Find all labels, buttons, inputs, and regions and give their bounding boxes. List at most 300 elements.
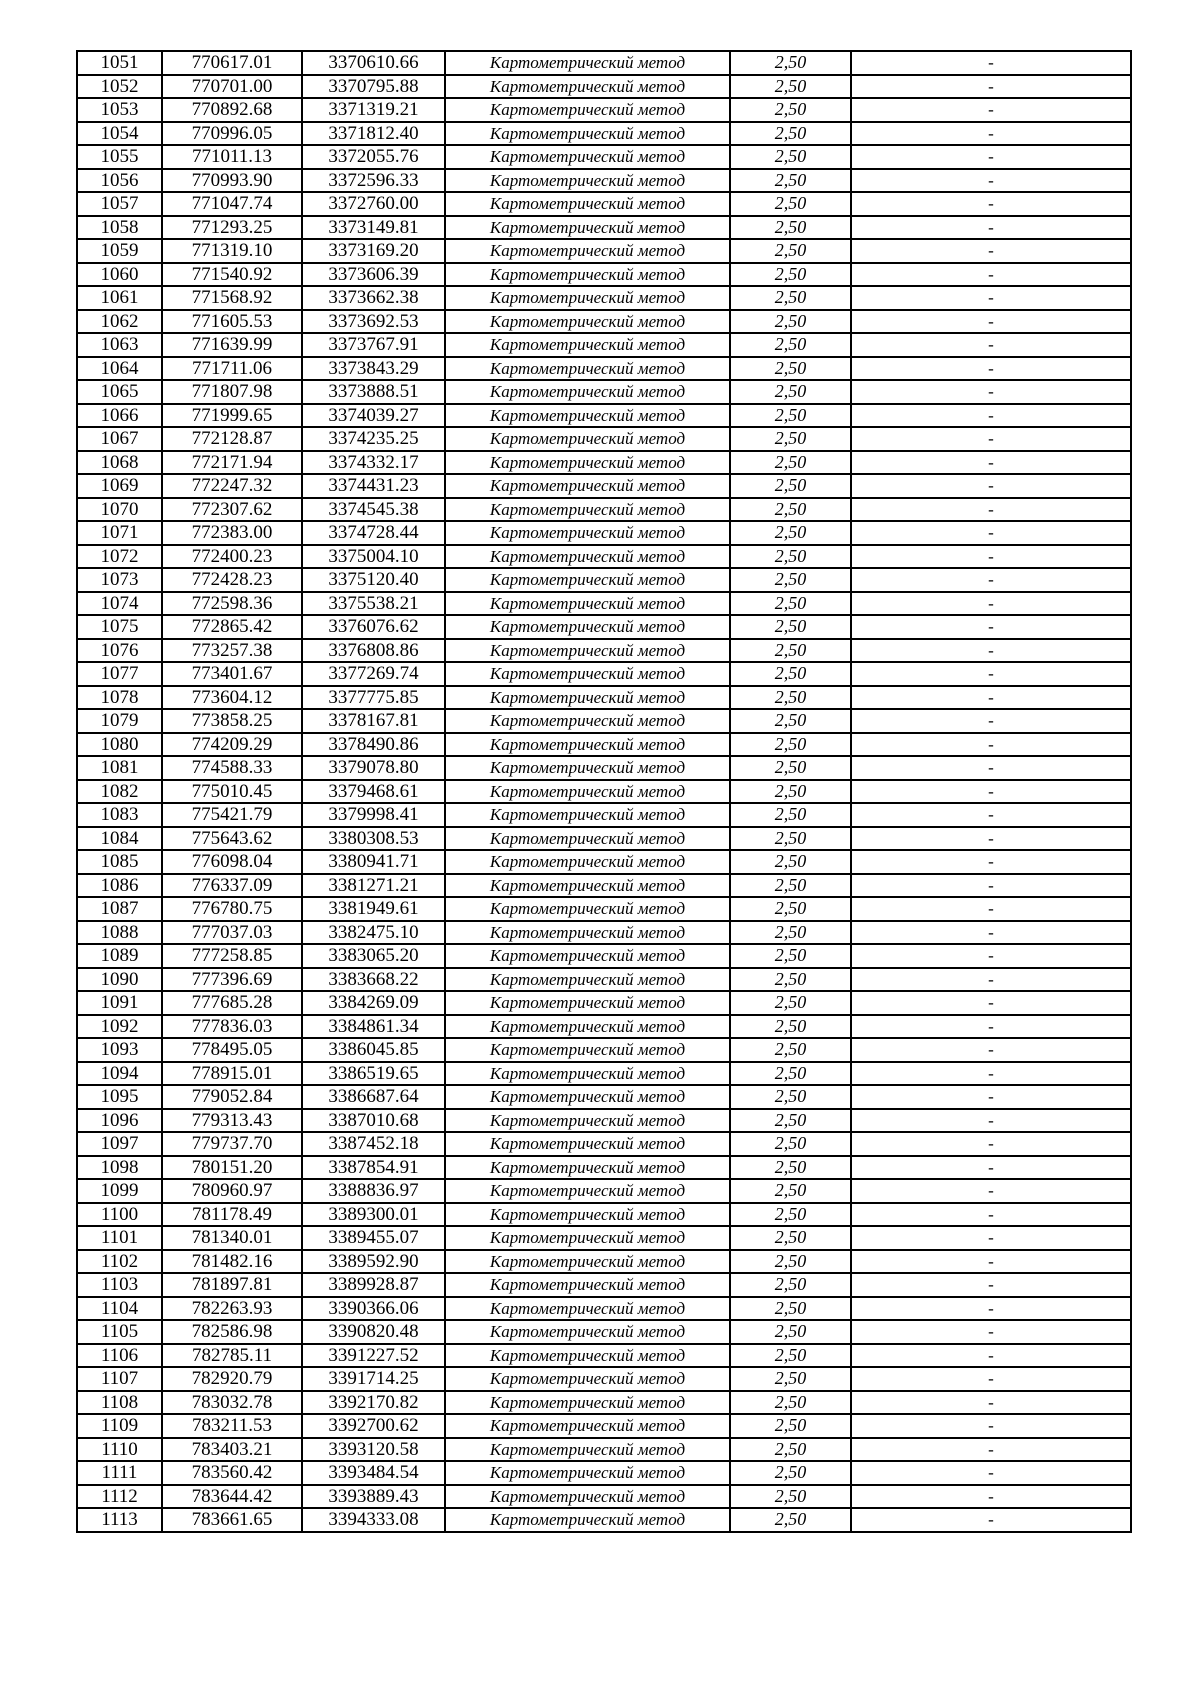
table-row — [77, 1438, 1131, 1462]
note-cell: - — [851, 98, 1131, 122]
table-row — [77, 427, 1131, 451]
accuracy-cell: 2,50 — [730, 615, 851, 639]
y-coordinate-cell: 3372596.33 — [302, 169, 445, 193]
y-coordinate-cell: 3388836.97 — [302, 1179, 445, 1203]
method-cell: Картометрический метод — [445, 357, 730, 381]
point-number-cell: 1112 — [77, 1485, 162, 1509]
y-coordinate-cell: 3378490.86 — [302, 733, 445, 757]
note-cell: - — [851, 1085, 1131, 1109]
table-row — [77, 944, 1131, 968]
point-number-cell: 1110 — [77, 1438, 162, 1462]
accuracy-cell: 2,50 — [730, 639, 851, 663]
accuracy-cell: 2,50 — [730, 1273, 851, 1297]
point-number-cell: 1074 — [77, 592, 162, 616]
x-coordinate-cell: 782920.79 — [162, 1367, 302, 1391]
point-number-cell: 1098 — [77, 1156, 162, 1180]
accuracy-cell: 2,50 — [730, 427, 851, 451]
table-row — [77, 827, 1131, 851]
point-number-cell: 1100 — [77, 1203, 162, 1227]
accuracy-cell: 2,50 — [730, 286, 851, 310]
y-coordinate-cell: 3381949.61 — [302, 897, 445, 921]
note-cell: - — [851, 1297, 1131, 1321]
table-row — [77, 850, 1131, 874]
x-coordinate-cell: 772383.00 — [162, 521, 302, 545]
method-cell: Картометрический метод — [445, 1226, 730, 1250]
point-number-cell: 1054 — [77, 122, 162, 146]
table-row — [77, 733, 1131, 757]
table-row — [77, 404, 1131, 428]
note-cell: - — [851, 1508, 1131, 1532]
table-row — [77, 1367, 1131, 1391]
y-coordinate-cell: 3371812.40 — [302, 122, 445, 146]
method-cell: Картометрический метод — [445, 592, 730, 616]
x-coordinate-cell: 771011.13 — [162, 145, 302, 169]
table-row — [77, 1132, 1131, 1156]
accuracy-cell: 2,50 — [730, 1038, 851, 1062]
table-row — [77, 1320, 1131, 1344]
accuracy-cell: 2,50 — [730, 827, 851, 851]
method-cell: Картометрический метод — [445, 51, 730, 75]
x-coordinate-cell: 777685.28 — [162, 991, 302, 1015]
method-cell: Картометрический метод — [445, 1320, 730, 1344]
x-coordinate-cell: 773401.67 — [162, 662, 302, 686]
note-cell: - — [851, 1414, 1131, 1438]
table-row — [77, 1156, 1131, 1180]
point-number-cell: 1099 — [77, 1179, 162, 1203]
accuracy-cell: 2,50 — [730, 1297, 851, 1321]
accuracy-cell: 2,50 — [730, 921, 851, 945]
accuracy-cell: 2,50 — [730, 474, 851, 498]
accuracy-cell: 2,50 — [730, 1414, 851, 1438]
y-coordinate-cell: 3374431.23 — [302, 474, 445, 498]
note-cell: - — [851, 639, 1131, 663]
point-number-cell: 1056 — [77, 169, 162, 193]
x-coordinate-cell: 772598.36 — [162, 592, 302, 616]
point-number-cell: 1065 — [77, 380, 162, 404]
x-coordinate-cell: 782586.98 — [162, 1320, 302, 1344]
accuracy-cell: 2,50 — [730, 850, 851, 874]
point-number-cell: 1092 — [77, 1015, 162, 1039]
method-cell: Картометрический метод — [445, 1461, 730, 1485]
x-coordinate-cell: 772865.42 — [162, 615, 302, 639]
note-cell: - — [851, 968, 1131, 992]
table-row — [77, 1485, 1131, 1509]
point-number-cell: 1060 — [77, 263, 162, 287]
accuracy-cell: 2,50 — [730, 1226, 851, 1250]
x-coordinate-cell: 772247.32 — [162, 474, 302, 498]
point-number-cell: 1103 — [77, 1273, 162, 1297]
point-number-cell: 1062 — [77, 310, 162, 334]
method-cell: Картометрический метод — [445, 521, 730, 545]
method-cell: Картометрический метод — [445, 545, 730, 569]
note-cell: - — [851, 1485, 1131, 1509]
x-coordinate-cell: 781482.16 — [162, 1250, 302, 1274]
table-row — [77, 615, 1131, 639]
table-row — [77, 991, 1131, 1015]
x-coordinate-cell: 771999.65 — [162, 404, 302, 428]
note-cell: - — [851, 498, 1131, 522]
note-cell: - — [851, 803, 1131, 827]
note-cell: - — [851, 192, 1131, 216]
x-coordinate-cell: 783211.53 — [162, 1414, 302, 1438]
y-coordinate-cell: 3383065.20 — [302, 944, 445, 968]
method-cell: Картометрический метод — [445, 1179, 730, 1203]
x-coordinate-cell: 772307.62 — [162, 498, 302, 522]
method-cell: Картометрический метод — [445, 709, 730, 733]
point-number-cell: 1093 — [77, 1038, 162, 1062]
method-cell: Картометрический метод — [445, 1132, 730, 1156]
note-cell: - — [851, 1226, 1131, 1250]
x-coordinate-cell: 779313.43 — [162, 1109, 302, 1133]
note-cell: - — [851, 380, 1131, 404]
note-cell: - — [851, 286, 1131, 310]
method-cell: Картометрический метод — [445, 1508, 730, 1532]
point-number-cell: 1069 — [77, 474, 162, 498]
y-coordinate-cell: 3372055.76 — [302, 145, 445, 169]
y-coordinate-cell: 3373888.51 — [302, 380, 445, 404]
point-number-cell: 1086 — [77, 874, 162, 898]
table-row — [77, 1179, 1131, 1203]
point-number-cell: 1105 — [77, 1320, 162, 1344]
point-number-cell: 1066 — [77, 404, 162, 428]
point-number-cell: 1064 — [77, 357, 162, 381]
x-coordinate-cell: 770701.00 — [162, 75, 302, 99]
accuracy-cell: 2,50 — [730, 780, 851, 804]
y-coordinate-cell: 3380308.53 — [302, 827, 445, 851]
y-coordinate-cell: 3386519.65 — [302, 1062, 445, 1086]
point-number-cell: 1083 — [77, 803, 162, 827]
method-cell: Картометрический метод — [445, 733, 730, 757]
x-coordinate-cell: 779052.84 — [162, 1085, 302, 1109]
note-cell: - — [851, 1062, 1131, 1086]
x-coordinate-cell: 775643.62 — [162, 827, 302, 851]
y-coordinate-cell: 3393484.54 — [302, 1461, 445, 1485]
method-cell: Картометрический метод — [445, 169, 730, 193]
note-cell: - — [851, 1367, 1131, 1391]
accuracy-cell: 2,50 — [730, 991, 851, 1015]
method-cell: Картометрический метод — [445, 756, 730, 780]
method-cell: Картометрический метод — [445, 1273, 730, 1297]
y-coordinate-cell: 3387452.18 — [302, 1132, 445, 1156]
x-coordinate-cell: 771711.06 — [162, 357, 302, 381]
note-cell: - — [851, 897, 1131, 921]
y-coordinate-cell: 3386687.64 — [302, 1085, 445, 1109]
x-coordinate-cell: 783403.21 — [162, 1438, 302, 1462]
x-coordinate-cell: 772128.87 — [162, 427, 302, 451]
method-cell: Картометрический метод — [445, 1367, 730, 1391]
point-number-cell: 1111 — [77, 1461, 162, 1485]
y-coordinate-cell: 3377269.74 — [302, 662, 445, 686]
table-row — [77, 380, 1131, 404]
table-row — [77, 874, 1131, 898]
table-row — [77, 1109, 1131, 1133]
note-cell: - — [851, 145, 1131, 169]
table-row — [77, 1508, 1131, 1532]
table-row — [77, 451, 1131, 475]
x-coordinate-cell: 770996.05 — [162, 122, 302, 146]
method-cell: Картометрический метод — [445, 1344, 730, 1368]
note-cell: - — [851, 568, 1131, 592]
note-cell: - — [851, 709, 1131, 733]
accuracy-cell: 2,50 — [730, 380, 851, 404]
table-row — [77, 780, 1131, 804]
coordinates-table-body — [77, 51, 1131, 1532]
x-coordinate-cell: 783560.42 — [162, 1461, 302, 1485]
point-number-cell: 1067 — [77, 427, 162, 451]
method-cell: Картометрический метод — [445, 310, 730, 334]
method-cell: Картометрический метод — [445, 968, 730, 992]
note-cell: - — [851, 592, 1131, 616]
note-cell: - — [851, 1015, 1131, 1039]
x-coordinate-cell: 771568.92 — [162, 286, 302, 310]
accuracy-cell: 2,50 — [730, 1062, 851, 1086]
x-coordinate-cell: 783644.42 — [162, 1485, 302, 1509]
method-cell: Картометрический метод — [445, 1015, 730, 1039]
point-number-cell: 1068 — [77, 451, 162, 475]
accuracy-cell: 2,50 — [730, 51, 851, 75]
note-cell: - — [851, 1391, 1131, 1415]
x-coordinate-cell: 781340.01 — [162, 1226, 302, 1250]
x-coordinate-cell: 780151.20 — [162, 1156, 302, 1180]
point-number-cell: 1085 — [77, 850, 162, 874]
point-number-cell: 1113 — [77, 1508, 162, 1532]
y-coordinate-cell: 3381271.21 — [302, 874, 445, 898]
accuracy-cell: 2,50 — [730, 1344, 851, 1368]
point-number-cell: 1107 — [77, 1367, 162, 1391]
note-cell: - — [851, 545, 1131, 569]
table-row — [77, 75, 1131, 99]
accuracy-cell: 2,50 — [730, 357, 851, 381]
x-coordinate-cell: 770892.68 — [162, 98, 302, 122]
note-cell: - — [851, 991, 1131, 1015]
method-cell: Картометрический метод — [445, 1391, 730, 1415]
accuracy-cell: 2,50 — [730, 1015, 851, 1039]
note-cell: - — [851, 521, 1131, 545]
y-coordinate-cell: 3390820.48 — [302, 1320, 445, 1344]
point-number-cell: 1109 — [77, 1414, 162, 1438]
accuracy-cell: 2,50 — [730, 709, 851, 733]
note-cell: - — [851, 216, 1131, 240]
accuracy-cell: 2,50 — [730, 592, 851, 616]
method-cell: Картометрический метод — [445, 921, 730, 945]
accuracy-cell: 2,50 — [730, 122, 851, 146]
y-coordinate-cell: 3372760.00 — [302, 192, 445, 216]
x-coordinate-cell: 772171.94 — [162, 451, 302, 475]
x-coordinate-cell: 774209.29 — [162, 733, 302, 757]
point-number-cell: 1052 — [77, 75, 162, 99]
table-row — [77, 216, 1131, 240]
note-cell: - — [851, 756, 1131, 780]
method-cell: Картометрический метод — [445, 991, 730, 1015]
method-cell: Картометрический метод — [445, 498, 730, 522]
x-coordinate-cell: 777037.03 — [162, 921, 302, 945]
note-cell: - — [851, 1438, 1131, 1462]
y-coordinate-cell: 3374039.27 — [302, 404, 445, 428]
y-coordinate-cell: 3371319.21 — [302, 98, 445, 122]
point-number-cell: 1081 — [77, 756, 162, 780]
y-coordinate-cell: 3375120.40 — [302, 568, 445, 592]
y-coordinate-cell: 3393889.43 — [302, 1485, 445, 1509]
accuracy-cell: 2,50 — [730, 1156, 851, 1180]
x-coordinate-cell: 781178.49 — [162, 1203, 302, 1227]
table-row — [77, 333, 1131, 357]
method-cell: Картометрический метод — [445, 639, 730, 663]
accuracy-cell: 2,50 — [730, 216, 851, 240]
point-number-cell: 1095 — [77, 1085, 162, 1109]
x-coordinate-cell: 770993.90 — [162, 169, 302, 193]
x-coordinate-cell: 771293.25 — [162, 216, 302, 240]
point-number-cell: 1102 — [77, 1250, 162, 1274]
table-row — [77, 639, 1131, 663]
point-number-cell: 1080 — [77, 733, 162, 757]
accuracy-cell: 2,50 — [730, 1367, 851, 1391]
method-cell: Картометрический метод — [445, 239, 730, 263]
y-coordinate-cell: 3382475.10 — [302, 921, 445, 945]
x-coordinate-cell: 775421.79 — [162, 803, 302, 827]
note-cell: - — [851, 122, 1131, 146]
table-row — [77, 545, 1131, 569]
note-cell: - — [851, 733, 1131, 757]
method-cell: Картометрический метод — [445, 944, 730, 968]
note-cell: - — [851, 1179, 1131, 1203]
x-coordinate-cell: 771605.53 — [162, 310, 302, 334]
method-cell: Картометрический метод — [445, 1485, 730, 1509]
method-cell: Картометрический метод — [445, 1109, 730, 1133]
method-cell: Картометрический метод — [445, 874, 730, 898]
table-row — [77, 1250, 1131, 1274]
point-number-cell: 1097 — [77, 1132, 162, 1156]
point-number-cell: 1055 — [77, 145, 162, 169]
point-number-cell: 1094 — [77, 1062, 162, 1086]
y-coordinate-cell: 3374332.17 — [302, 451, 445, 475]
accuracy-cell: 2,50 — [730, 263, 851, 287]
table-row — [77, 1038, 1131, 1062]
note-cell: - — [851, 921, 1131, 945]
accuracy-cell: 2,50 — [730, 568, 851, 592]
note-cell: - — [851, 451, 1131, 475]
table-row — [77, 1461, 1131, 1485]
accuracy-cell: 2,50 — [730, 145, 851, 169]
accuracy-cell: 2,50 — [730, 1250, 851, 1274]
table-row — [77, 122, 1131, 146]
accuracy-cell: 2,50 — [730, 733, 851, 757]
method-cell: Картометрический метод — [445, 827, 730, 851]
method-cell: Картометрический метод — [445, 1038, 730, 1062]
accuracy-cell: 2,50 — [730, 1485, 851, 1509]
table-row — [77, 263, 1131, 287]
y-coordinate-cell: 3379998.41 — [302, 803, 445, 827]
y-coordinate-cell: 3373692.53 — [302, 310, 445, 334]
note-cell: - — [851, 780, 1131, 804]
note-cell: - — [851, 239, 1131, 263]
point-number-cell: 1076 — [77, 639, 162, 663]
accuracy-cell: 2,50 — [730, 310, 851, 334]
x-coordinate-cell: 773257.38 — [162, 639, 302, 663]
x-coordinate-cell: 772428.23 — [162, 568, 302, 592]
y-coordinate-cell: 3384269.09 — [302, 991, 445, 1015]
method-cell: Картометрический метод — [445, 662, 730, 686]
point-number-cell: 1072 — [77, 545, 162, 569]
method-cell: Картометрический метод — [445, 192, 730, 216]
table-row — [77, 592, 1131, 616]
x-coordinate-cell: 776098.04 — [162, 850, 302, 874]
y-coordinate-cell: 3389300.01 — [302, 1203, 445, 1227]
y-coordinate-cell: 3391227.52 — [302, 1344, 445, 1368]
coordinates-table — [76, 50, 1132, 1533]
point-number-cell: 1059 — [77, 239, 162, 263]
method-cell: Картометрический метод — [445, 615, 730, 639]
table-row — [77, 145, 1131, 169]
point-number-cell: 1051 — [77, 51, 162, 75]
x-coordinate-cell: 771047.74 — [162, 192, 302, 216]
point-number-cell: 1108 — [77, 1391, 162, 1415]
accuracy-cell: 2,50 — [730, 545, 851, 569]
note-cell: - — [851, 310, 1131, 334]
x-coordinate-cell: 776337.09 — [162, 874, 302, 898]
table-row — [77, 921, 1131, 945]
method-cell: Картометрический метод — [445, 686, 730, 710]
accuracy-cell: 2,50 — [730, 1391, 851, 1415]
note-cell: - — [851, 263, 1131, 287]
note-cell: - — [851, 1038, 1131, 1062]
y-coordinate-cell: 3373767.91 — [302, 333, 445, 357]
y-coordinate-cell: 3375538.21 — [302, 592, 445, 616]
method-cell: Картометрический метод — [445, 897, 730, 921]
note-cell: - — [851, 1109, 1131, 1133]
point-number-cell: 1091 — [77, 991, 162, 1015]
y-coordinate-cell: 3374235.25 — [302, 427, 445, 451]
y-coordinate-cell: 3392170.82 — [302, 1391, 445, 1415]
note-cell: - — [851, 850, 1131, 874]
point-number-cell: 1082 — [77, 780, 162, 804]
y-coordinate-cell: 3370610.66 — [302, 51, 445, 75]
y-coordinate-cell: 3379078.80 — [302, 756, 445, 780]
table-row — [77, 568, 1131, 592]
method-cell: Картометрический метод — [445, 216, 730, 240]
note-cell: - — [851, 1203, 1131, 1227]
table-row — [77, 192, 1131, 216]
note-cell: - — [851, 686, 1131, 710]
x-coordinate-cell: 782785.11 — [162, 1344, 302, 1368]
accuracy-cell: 2,50 — [730, 897, 851, 921]
y-coordinate-cell: 3373843.29 — [302, 357, 445, 381]
table-row — [77, 169, 1131, 193]
method-cell: Картометрический метод — [445, 1085, 730, 1109]
table-row — [77, 521, 1131, 545]
y-coordinate-cell: 3380941.71 — [302, 850, 445, 874]
x-coordinate-cell: 780960.97 — [162, 1179, 302, 1203]
point-number-cell: 1057 — [77, 192, 162, 216]
x-coordinate-cell: 775010.45 — [162, 780, 302, 804]
table-row — [77, 1344, 1131, 1368]
point-number-cell: 1088 — [77, 921, 162, 945]
method-cell: Картометрический метод — [445, 780, 730, 804]
method-cell: Картометрический метод — [445, 1156, 730, 1180]
method-cell: Картометрический метод — [445, 474, 730, 498]
note-cell: - — [851, 874, 1131, 898]
method-cell: Картометрический метод — [445, 427, 730, 451]
accuracy-cell: 2,50 — [730, 521, 851, 545]
table-row — [77, 474, 1131, 498]
point-number-cell: 1053 — [77, 98, 162, 122]
x-coordinate-cell: 779737.70 — [162, 1132, 302, 1156]
point-number-cell: 1096 — [77, 1109, 162, 1133]
point-number-cell: 1084 — [77, 827, 162, 851]
x-coordinate-cell: 771319.10 — [162, 239, 302, 263]
accuracy-cell: 2,50 — [730, 756, 851, 780]
note-cell: - — [851, 51, 1131, 75]
table-row — [77, 1273, 1131, 1297]
